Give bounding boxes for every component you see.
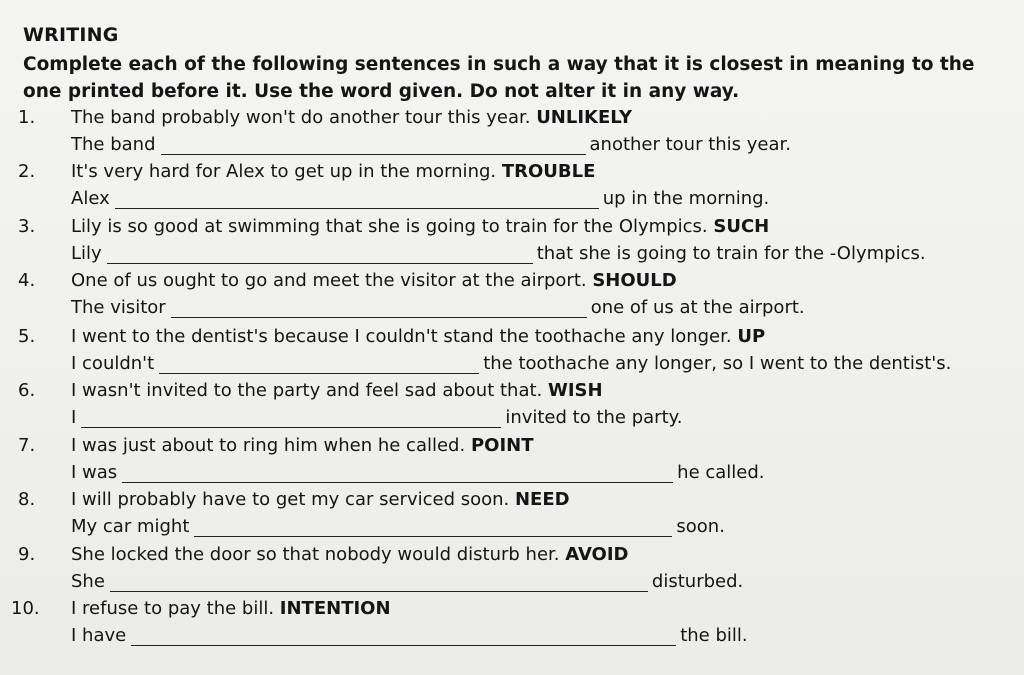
prompt-text: I refuse to pay the bill. — [71, 598, 275, 619]
item-number: 7. — [18, 435, 36, 456]
item-prompt — [71, 216, 769, 237]
answer-start: I — [71, 407, 77, 428]
section-title: WRITING — [23, 24, 119, 46]
prompt-text: It's very hard for Alex to get up in the morning. — [71, 161, 497, 182]
answer-blank[interactable] — [122, 465, 673, 483]
answer-start: I have — [71, 625, 127, 646]
keyword: POINT — [470, 435, 534, 456]
answer-end: another tour this year. — [589, 134, 792, 155]
exercise-item-1 — [0, 107, 1024, 161]
item-prompt — [71, 326, 765, 347]
answer-line — [71, 407, 682, 428]
item-prompt — [71, 489, 570, 510]
item-prompt — [71, 270, 677, 291]
keyword: UNLIKELY — [536, 107, 632, 128]
keyword: INTENTION — [279, 598, 391, 619]
prompt-text: She locked the door so that nobody would disturb her. — [71, 544, 560, 565]
answer-line — [71, 134, 791, 155]
answer-end: one of us at the airport. — [590, 297, 805, 318]
keyword: SHOULD — [592, 270, 677, 291]
keyword: WISH — [548, 380, 603, 401]
prompt-text: I was just about to ring him when he called. — [71, 435, 466, 456]
answer-blank[interactable] — [194, 519, 672, 537]
prompt-text: I will probably have to get my car serviced soon. — [71, 489, 510, 510]
item-number: 3. — [18, 216, 36, 237]
answer-end: the bill. — [680, 625, 748, 646]
exercise-item-10 — [0, 598, 1024, 652]
answer-start: I was — [71, 462, 118, 483]
answer-end: disturbed. — [651, 571, 744, 592]
item-prompt — [71, 380, 603, 401]
answer-line — [71, 188, 769, 209]
item-number: 2. — [18, 161, 36, 182]
exercise-item-9 — [0, 544, 1024, 598]
answer-start: I couldn't — [71, 353, 155, 374]
prompt-text: One of us ought to go and meet the visitor at the airport. — [71, 270, 587, 291]
answer-start: The band — [71, 134, 156, 155]
item-number: 6. — [18, 380, 36, 401]
answer-end: invited to the party. — [505, 407, 683, 428]
answer-end: up in the morning. — [602, 188, 770, 209]
answer-blank[interactable] — [131, 628, 676, 646]
answer-start: My car might — [71, 516, 190, 537]
item-number: 8. — [18, 489, 36, 510]
keyword: AVOID — [565, 544, 629, 565]
answer-line — [71, 353, 951, 374]
answer-line — [71, 625, 748, 646]
answer-start: She — [71, 571, 105, 592]
item-prompt — [71, 435, 534, 456]
exercise-item-7 — [0, 435, 1024, 489]
answer-blank[interactable] — [81, 410, 501, 428]
keyword: SUCH — [713, 216, 770, 237]
item-prompt — [71, 544, 629, 565]
answer-blank[interactable] — [115, 191, 599, 209]
instructions: Complete each of the following sentences in such a way that it is closest in meaning to the one printed before it. Use the word given. Do not alter it in any way. — [23, 54, 975, 102]
exercise-item-5 — [0, 326, 1024, 380]
answer-end: he called. — [677, 462, 765, 483]
answer-blank[interactable] — [161, 137, 586, 155]
answer-line — [71, 297, 805, 318]
exercise-item-6 — [0, 380, 1024, 434]
prompt-text: Lily is so good at swimming that she is going to train for the Olympics. — [71, 216, 708, 237]
answer-blank[interactable] — [107, 246, 533, 264]
answer-end: soon. — [676, 516, 725, 537]
item-number: 9. — [18, 544, 36, 565]
answer-line — [71, 243, 926, 264]
answer-line — [71, 571, 743, 592]
exercise-item-2 — [0, 161, 1024, 215]
keyword: NEED — [514, 489, 570, 510]
prompt-text: The band probably won't do another tour this year. — [71, 107, 531, 128]
answer-start: The visitor — [71, 297, 166, 318]
answer-blank[interactable] — [159, 356, 479, 374]
answer-start: Alex — [71, 188, 110, 209]
item-number: 5. — [18, 326, 36, 347]
exercise-item-3 — [0, 216, 1024, 270]
item-number: 4. — [18, 270, 36, 291]
keyword: UP — [737, 326, 766, 347]
prompt-text: I wasn't invited to the party and feel sad about that. — [71, 380, 543, 401]
exercise-item-8 — [0, 489, 1024, 543]
answer-end: that she is going to train for the -Olympics. — [536, 243, 926, 264]
answer-start: Lily — [71, 243, 102, 264]
keyword: TROUBLE — [501, 161, 596, 182]
item-prompt — [71, 107, 632, 128]
prompt-text: I went to the dentist's because I couldn't stand the toothache any longer. — [71, 326, 732, 347]
item-prompt — [71, 161, 595, 182]
item-prompt — [71, 598, 391, 619]
item-number: 10. — [11, 598, 40, 619]
answer-blank[interactable] — [110, 574, 648, 592]
answer-line — [71, 462, 765, 483]
answer-blank[interactable] — [171, 300, 587, 318]
answer-line — [71, 516, 725, 537]
answer-end: the toothache any longer, so I went to the dentist's. — [483, 353, 952, 374]
item-number: 1. — [18, 107, 36, 128]
exercise-item-4 — [0, 270, 1024, 324]
